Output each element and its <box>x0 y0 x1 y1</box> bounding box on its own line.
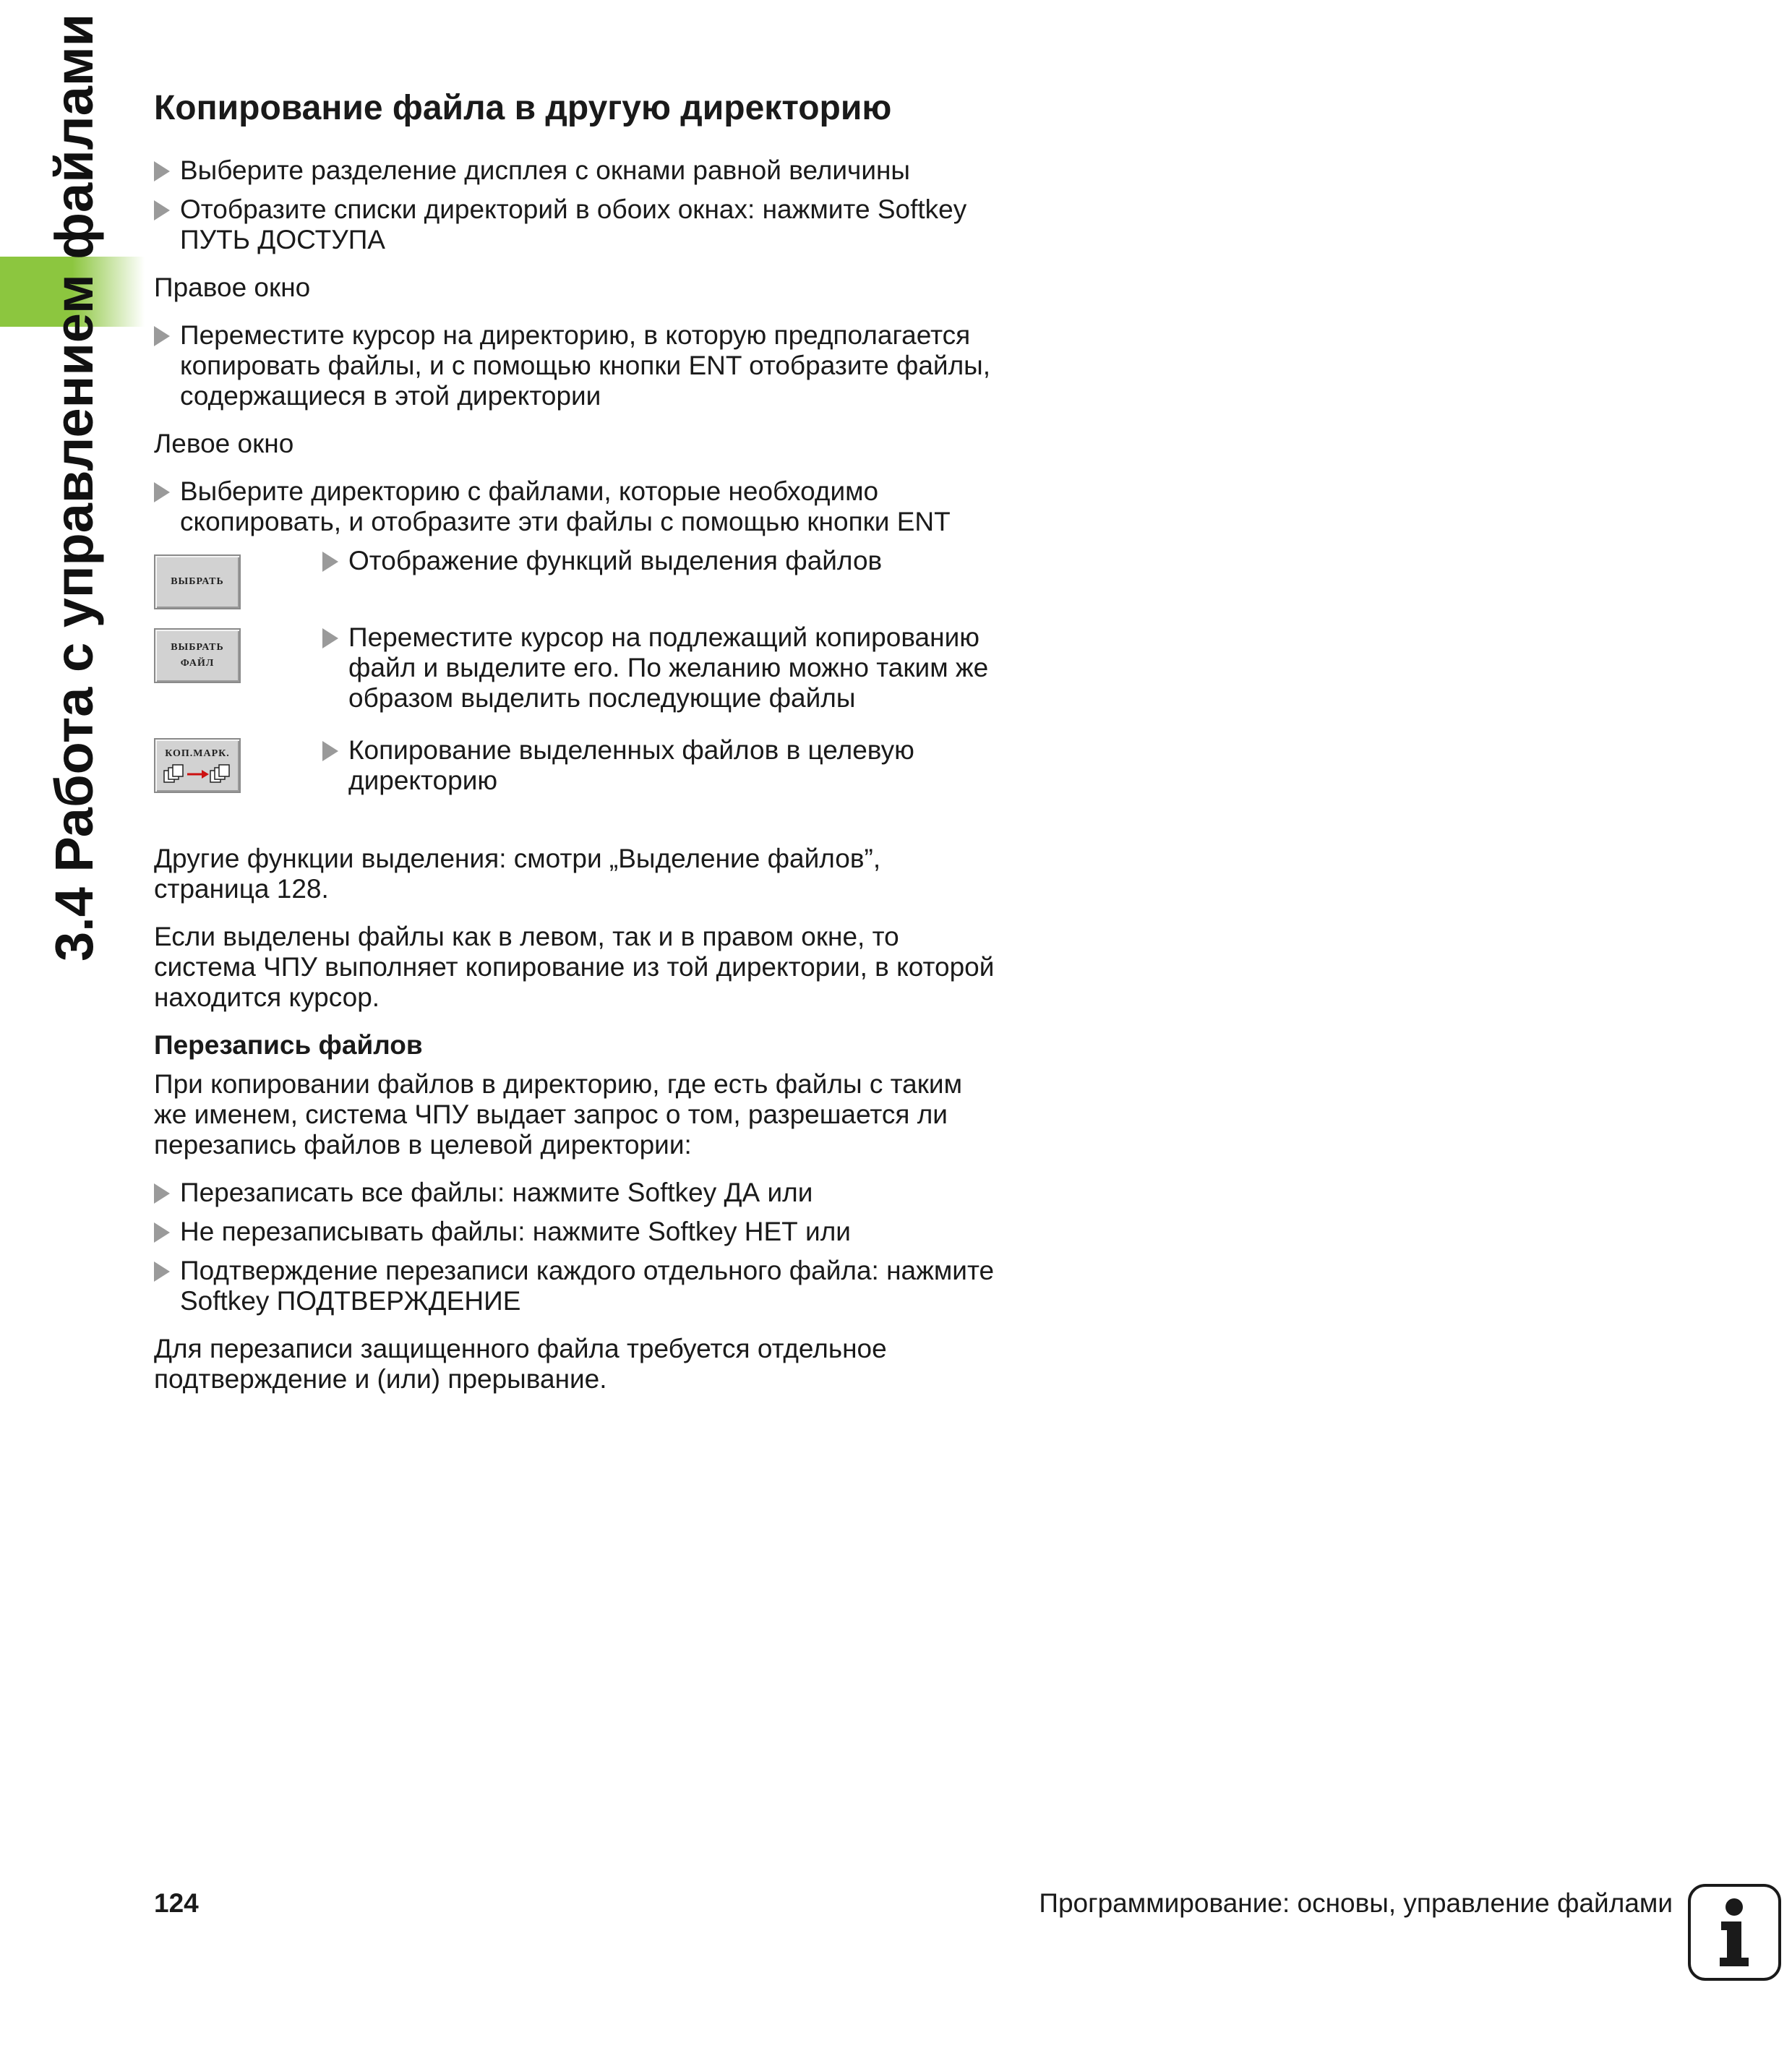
list-item <box>154 1217 1000 1247</box>
arrow-bullet-icon <box>154 200 170 220</box>
step-text: Отобразите списки директорий в обоих окнах: нажмите Softkey ПУТЬ ДОСТУПА <box>180 194 967 255</box>
step-text: Копирование выделенных файлов в целевую директорию <box>348 735 914 796</box>
paragraph-both-windows: Если выделены файлы как в левом, так и в правом окне, то система ЧПУ выполняет копирование из той директории, в которой находится курсор. <box>154 922 995 1013</box>
step-text: Выберите разделение дисплея с окнами равной величины <box>180 155 911 186</box>
paragraph-other-functions: Другие функции выделения: смотри „Выделение файлов”, страница 128. <box>154 844 881 904</box>
step-text: Выберите директорию с файлами, которые необходимо скопировать, и отобразите эти файлы с помощью кнопки ENT <box>180 476 951 537</box>
arrow-bullet-icon <box>154 161 170 181</box>
list-item <box>154 155 1000 186</box>
copy-marked-softkey-icon: КОП.МАРК. <box>154 738 241 793</box>
copy-files-icon <box>161 763 233 785</box>
step-text: Перезаписать все файлы: нажмите Softkey ДА или <box>180 1178 813 1208</box>
right-window-steps <box>154 320 1000 411</box>
arrow-bullet-icon <box>154 1222 170 1243</box>
left-window-label: Левое окно <box>154 429 294 459</box>
arrow-bullet-icon <box>322 628 338 648</box>
list-item <box>154 1256 1000 1316</box>
arrow-bullet-icon <box>154 482 170 502</box>
arrow-bullet-icon <box>154 1183 170 1204</box>
list-item <box>154 320 1000 411</box>
arrow-bullet-icon <box>322 741 338 761</box>
softkey-step-select-file <box>154 622 1000 724</box>
step-text: Подтверждение перезаписи каждого отдельного файла: нажмите Softkey ПОДТВЕРЖДЕНИЕ <box>180 1256 995 1316</box>
overwrite-subtitle: Перезапись файлов <box>154 1030 423 1061</box>
step-text: Переместите курсор на директорию, в которую предполагается копировать файлы, и с помощью кнопки ENT отобразите файлы, содержащиеся в этой директории <box>180 320 991 411</box>
section-title: Копирование файла в другую директорию <box>154 89 892 127</box>
left-window-steps <box>154 476 1000 537</box>
list-item <box>322 735 1000 796</box>
overwrite-steps <box>154 1178 1000 1316</box>
list-item <box>154 194 1000 255</box>
softkey-step-copy-marked <box>154 735 1000 815</box>
list-item <box>154 476 1000 537</box>
intro-steps <box>154 155 1000 255</box>
page-content <box>154 88 1000 1412</box>
right-window-label: Правое окно <box>154 273 311 303</box>
paragraph-protected-note: Для перезаписи защищенного файла требуется отдельное подтверждение и (или) прерывание. <box>154 1334 887 1394</box>
select-softkey-icon: ВЫБРАТЬ <box>154 554 241 609</box>
list-item <box>322 546 1000 576</box>
list-item <box>154 1178 1000 1208</box>
arrow-bullet-icon <box>154 1261 170 1282</box>
select-file-softkey-icon: ВЫБРАТЬ ФАЙЛ <box>154 628 241 683</box>
step-text: Отображение функций выделения файлов <box>348 546 883 576</box>
footer-chapter-text: Программирование: основы, управление файлами <box>1039 1888 1673 1918</box>
list-item <box>322 622 1000 714</box>
info-icon <box>1688 1884 1781 1981</box>
softkey-step-select <box>154 546 1000 611</box>
chapter-side-title: 3.4 Работа с управлением файлами <box>44 13 104 961</box>
page-number: 124 <box>154 1888 199 1918</box>
step-text: Переместите курсор на подлежащий копированию файл и выделите его. По желанию можно таким же образом выделить последующие файлы <box>348 622 989 714</box>
paragraph-overwrite-intro: При копировании файлов в директорию, где есть файлы с таким же именем, система ЧПУ выдает запрос о том, разрешается ли перезапись файлов в целевой директории: <box>154 1069 963 1160</box>
step-text: Не перезаписывать файлы: нажмите Softkey НЕТ или <box>180 1217 851 1247</box>
arrow-bullet-icon <box>154 326 170 346</box>
arrow-bullet-icon <box>322 552 338 572</box>
